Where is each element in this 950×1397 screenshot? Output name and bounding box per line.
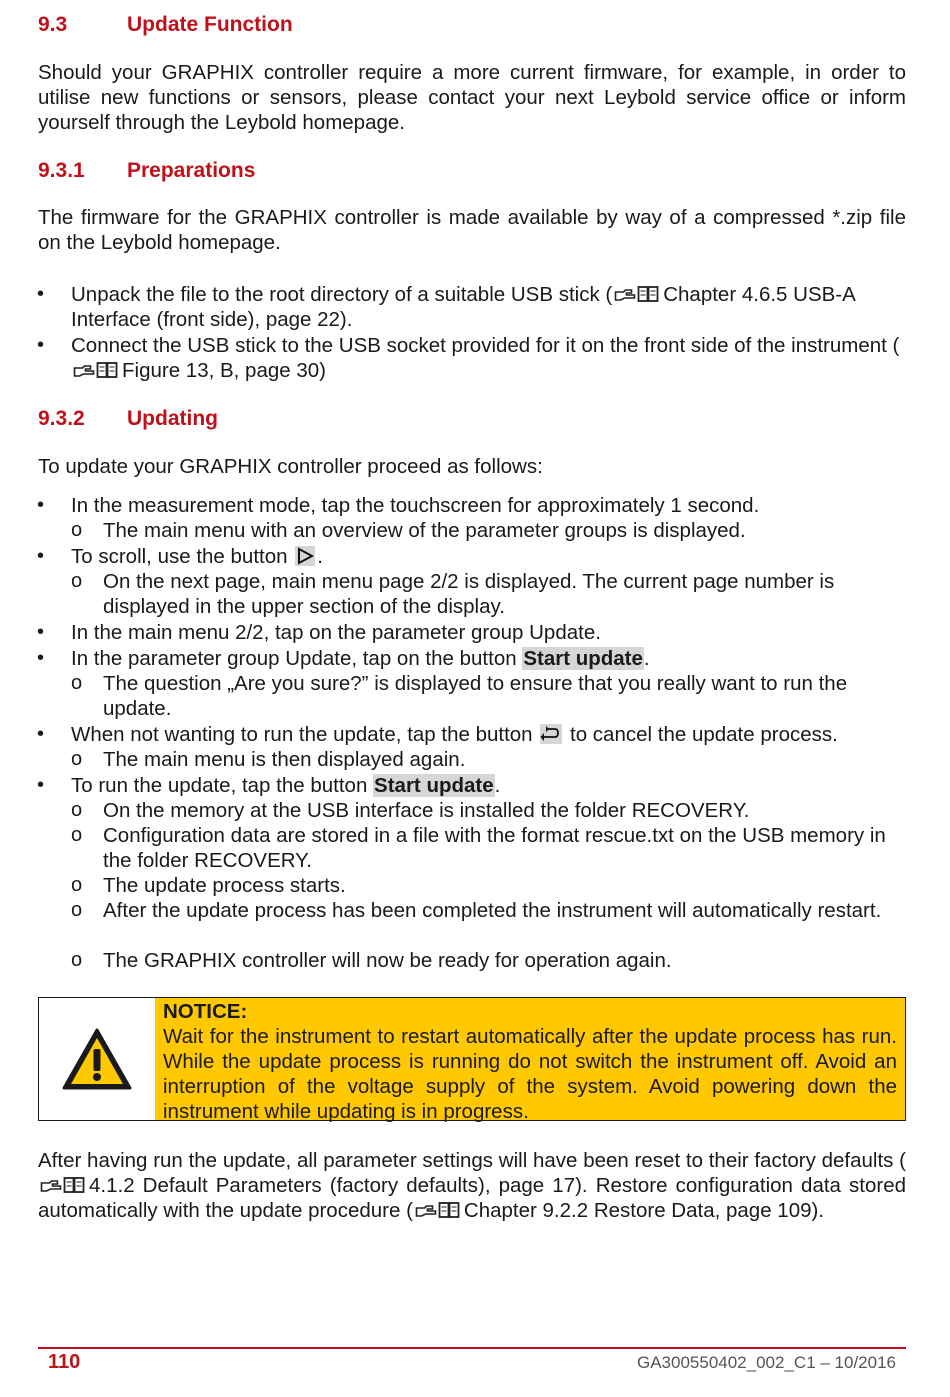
start-update-button-label: Start update: [523, 647, 643, 670]
sub-list-item: After the update process has been completed the instrument will automatically restart.: [103, 899, 882, 922]
intro-paragraph: Should your GRAPHIX controller require a more current firmware, for example, in order to utilise new functions or sensors, please contact your next Leybold service office or inform yourself through the Leybold homepage.: [38, 61, 906, 134]
notice-title: NOTICE:: [163, 1000, 248, 1023]
list-item-text: Connect the USB stick to the USB socket provided for it on the front side of the instrument (: [71, 334, 900, 357]
cross-reference-link[interactable]: Chapter 9.2.2 Restore Data, page 109).: [463, 1199, 825, 1222]
list-item-text: To scroll, use the button: [71, 545, 288, 568]
sub-list-item: The GRAPHIX controller will now be ready for operation again.: [103, 949, 672, 972]
sub-bullet-marker: o: [71, 874, 83, 896]
hand-book-icon: [614, 284, 661, 304]
section-title: Update Function: [127, 13, 293, 36]
sub-bullet-marker: o: [71, 519, 83, 541]
bullet-marker: •: [37, 494, 45, 516]
section-number: 9.3: [38, 13, 68, 36]
play-triangle-icon: [295, 546, 315, 566]
sub-list-item: The update process starts.: [103, 874, 346, 897]
page-number: 110: [48, 1351, 81, 1373]
sub-bullet-marker: o: [71, 899, 83, 921]
section-title: Preparations: [127, 159, 256, 182]
sub-list-item: The question „Are you sure?” is displayed to ensure that you really want to run the update.: [103, 672, 848, 720]
notice-text: Wait for the instrument to restart automatically after the update process has run. While the update process is running do not switch the instrument off. Avoid an interruption of the voltage supply of the system. Avoid powering down the instrument while updating is in progress.: [163, 1025, 897, 1123]
bullet-marker: •: [37, 723, 45, 745]
sub-bullet-marker: o: [71, 570, 83, 592]
updating-intro: To update your GRAPHIX controller proceed as follows:: [38, 455, 543, 478]
bullet-marker: •: [37, 621, 45, 643]
sub-list-item: On the memory at the USB interface is installed the folder RECOVERY.: [103, 799, 750, 822]
list-item: [71, 722, 911, 747]
hand-book-icon: [73, 360, 120, 380]
section-heading-9-3-1: [38, 158, 256, 184]
sub-list-item: On the next page, main menu page 2/2 is displayed. The current page number is displayed in the upper section of the display.: [103, 570, 835, 618]
hand-book-icon: [40, 1175, 87, 1195]
list-item-text: .: [643, 647, 650, 670]
cross-reference-link[interactable]: Chapter 4.6.5 USB-A Interface (front side), page 22).: [71, 283, 855, 331]
list-item-text: Unpack the file to the root directory of a suitable USB stick (: [71, 283, 613, 306]
list-item-text: In the parameter group Update, tap on the button: [71, 647, 523, 670]
bullet-marker: •: [37, 647, 45, 669]
list-item: In the measurement mode, tap the touchscreen for approximately 1 second.: [71, 494, 760, 517]
section-title: Updating: [127, 407, 218, 430]
return-arrow-icon: [540, 724, 562, 744]
notice-box: [38, 997, 906, 1121]
list-item: [71, 773, 911, 798]
section-number: 9.3.2: [38, 407, 85, 430]
cross-reference-link[interactable]: Figure 13, B, page 30): [122, 359, 326, 382]
bullet-marker: •: [37, 774, 45, 796]
section-number: 9.3.1: [38, 159, 85, 182]
list-item-text: When not wanting to run the update, tap the button: [71, 723, 533, 746]
document-id: GA300550402_002_C1 – 10/2016: [636, 1353, 896, 1372]
cross-reference-link[interactable]: 4.1.2 Default Parameters (factory defaults), page 17). Restore configuration data stored automatically with the update procedure (: [38, 1174, 906, 1222]
start-update-button-label: Start update: [374, 774, 494, 797]
sub-list-item: The main menu with an overview of the parameter groups is displayed.: [103, 519, 746, 542]
warning-triangle-icon: [61, 1027, 133, 1091]
sub-list-item: The main menu is then displayed again.: [103, 748, 466, 771]
list-item-text: .: [317, 545, 323, 568]
section-heading-9-3-2: [38, 406, 218, 432]
notice-content: [155, 998, 905, 1123]
sub-bullet-marker: o: [71, 824, 83, 846]
list-item: [71, 646, 911, 671]
list-item: [71, 544, 911, 569]
list-item: [71, 282, 911, 332]
bullet-marker: •: [37, 283, 45, 305]
footer-divider: [38, 1347, 906, 1349]
hand-book-icon: [415, 1200, 462, 1220]
bullet-marker: •: [37, 545, 45, 567]
sub-bullet-marker: o: [71, 949, 83, 971]
list-item: In the main menu 2/2, tap on the parameter group Update.: [71, 621, 601, 644]
list-item-text: to cancel the update process.: [570, 723, 838, 746]
after-update-paragraph: [38, 1148, 906, 1223]
bullet-marker: •: [37, 334, 45, 356]
list-item-text: To run the update, tap the button: [71, 774, 374, 797]
sub-list-item: Configuration data are stored in a file with the format rescue.txt on the USB memory in the folder RECOVERY.: [103, 824, 886, 872]
notice-icon-cell: [39, 998, 156, 1120]
section-heading-9-3: [38, 12, 293, 38]
sub-bullet-marker: o: [71, 672, 83, 694]
sub-bullet-marker: o: [71, 748, 83, 770]
list-item-text: .: [494, 774, 501, 797]
sub-bullet-marker: o: [71, 799, 83, 821]
paragraph-text: After having run the update, all parameter settings will have been reset to their factory defaults (: [38, 1149, 906, 1172]
list-item: [71, 333, 911, 383]
preparations-paragraph: The firmware for the GRAPHIX controller is made available by way of a compressed *.zip file on the Leybold homepage.: [38, 206, 906, 254]
